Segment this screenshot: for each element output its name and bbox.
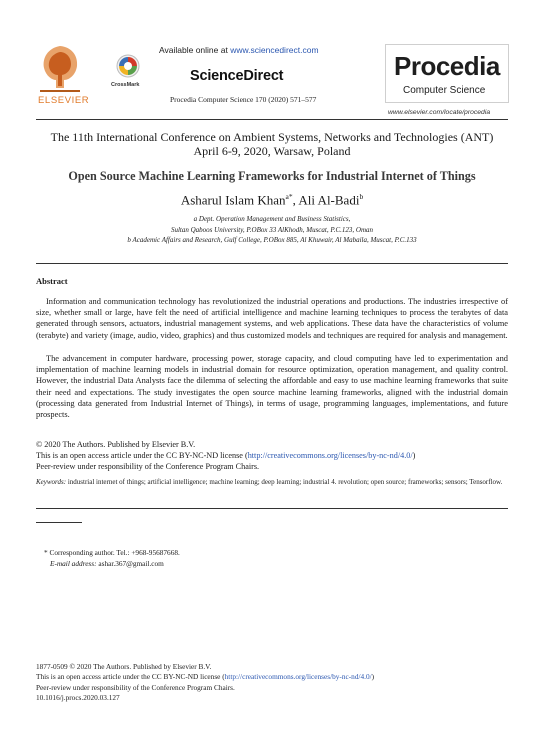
available-online-line	[159, 45, 319, 55]
affiliation-line: a Dept. Operation Management and Business Statistics,	[193, 215, 351, 223]
footnote-rule	[36, 522, 82, 523]
sciencedirect-wordmark: ScienceDirect	[190, 68, 284, 84]
procedia-wordmark: Procedia	[394, 51, 500, 81]
footer-license-link[interactable]: http://creativecommons.org/licenses/by-nc-nd/4.0/	[224, 672, 372, 681]
elsevier-wordmark: ELSEVIER	[38, 95, 90, 106]
journal-citation: Procedia Computer Science 170 (2020) 571–577	[170, 95, 317, 104]
peer-review-line: Peer-review under responsibility of the Conference Program Chairs.	[36, 462, 260, 471]
conference-date-location: April 6-9, 2020, Warsaw, Poland	[193, 144, 351, 158]
issn-line: 1877-0509 © 2020 The Authors. Published by Elsevier B.V.	[36, 662, 212, 671]
author-separator: ,	[292, 192, 299, 208]
keywords-label: Keywords:	[36, 478, 67, 486]
conference-name: The 11th International Conference on Ambient Systems, Networks and Technologies (ANT)	[50, 130, 494, 144]
crossmark-label: CrossMark	[111, 82, 140, 88]
email-footnote	[50, 559, 164, 568]
procedia-url[interactable]: www.elsevier.com/locate/procedia	[388, 109, 491, 116]
sciencedirect-link[interactable]: www.sciencedirect.com	[230, 45, 319, 55]
open-access-text: This is an open access article under the CC BY-NC-ND license (	[36, 451, 248, 460]
footer-open-access-line	[36, 672, 374, 681]
crossmark-icon[interactable]	[116, 54, 140, 82]
abstract-paragraph: The advancement in computer hardware, processing power, storage capacity, and cloud computing have led to experimentation and implementation of machine learning models in industrial domain for resource optimization, operation management, and quality control. However, the industrial Data Analysts face the dilemma of selecting the affordable and easy to use machine learning frameworks that suite their need and expectations. The study investigates the open source machine learning frameworks, aligned with the industrial domain (processing data generated from Industrial Internet of Things), in terms of usage, programming languages, implementations, and future prospects.	[36, 354, 508, 420]
author-name: Asharul Islam Khan	[180, 192, 286, 208]
abstract-paragraph: Information and communication technology has revolutionized the industrial operations and productions. The industries irrespective of size, whether small or large, have felt the need of artificial intelligence and machine learning techniques to process the terabytes of data generated through sensors, actuators, industrial management systems, and web applications. These data have the characteristics of volume (terabyte) and variety (image, audio, video, graphics) and thus customized models and techniques are required for analysis and management.	[36, 297, 508, 340]
author-name: Ali Al-Badi	[298, 192, 360, 208]
paper-title: Open Source Machine Learning Frameworks for Industrial Internet of Things	[68, 169, 476, 183]
affiliation-line: Sultan Qaboos University, P.OBox 33 AlKhodh, Muscat, P.C.123, Oman	[170, 226, 374, 234]
corresponding-author-footnote: * Corresponding author. Tel.: +968-95687668.	[44, 548, 180, 557]
email-label: E-mail address:	[50, 559, 97, 568]
email-address[interactable]: ashar.367@gmail.com	[96, 559, 164, 568]
abstract-heading: Abstract	[36, 276, 68, 286]
available-prefix: Available online at	[159, 45, 231, 55]
keywords-text: industrial internet of things; artificial intelligence; machine learning; deep learning; industrial 4. revolution; open source; frameworks; sensors; Tensorflow.	[66, 478, 503, 486]
keywords	[36, 477, 508, 487]
open-access-line	[36, 451, 415, 460]
open-access-close: )	[412, 451, 416, 460]
footer-open-access-close: )	[371, 672, 375, 681]
footer-open-access-text: This is an open access article under the CC BY-NC-ND license (	[36, 672, 225, 681]
procedia-subtitle: Computer Science	[403, 85, 486, 96]
author-list	[0, 192, 544, 208]
footer-peer-review-line: Peer-review under responsibility of the Conference Program Chairs.	[36, 683, 235, 692]
license-link[interactable]: http://creativecommons.org/licenses/by-nc-nd/4.0/	[247, 451, 413, 460]
abstract-bottom-rule	[36, 508, 508, 509]
author-affiliation-mark: b	[359, 192, 364, 201]
abstract-top-rule	[36, 263, 508, 264]
corresponding-author-mark: *	[288, 192, 293, 201]
doi-line[interactable]: 10.1016/j.procs.2020.03.127	[36, 693, 120, 702]
elsevier-tree-logo	[36, 42, 84, 94]
copyright-line: © 2020 The Authors. Published by Elsevier B.V.	[36, 440, 196, 449]
affiliation-line: b Academic Affairs and Research, Gulf College, P.OBox 885, Al Khuwair, Al Mabaila, Muscat, P.C.133	[127, 236, 417, 244]
author-affiliation-mark: a	[285, 192, 289, 201]
header-rule	[36, 119, 508, 120]
